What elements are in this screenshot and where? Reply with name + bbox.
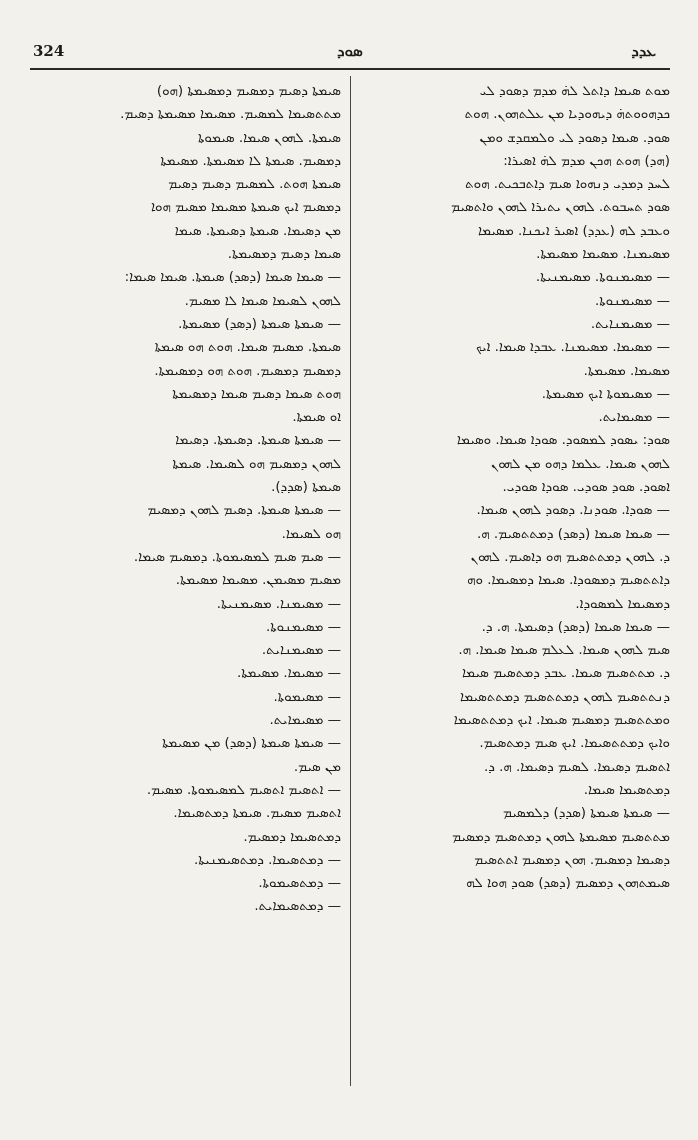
text-line: ܐܬܣܝܡ ܕܣܝܡܐ. ܠܣܝܡ ܕܣܝܡܐ. ܗ. ܕ. (484, 759, 670, 775)
text-line: — ܕܡܬܣܝܡܘܬܐ. (258, 876, 341, 892)
text-line: — ܣܝܡܬܐ ܣܝܡܬܐ. ܕܣܝܡܬܐ. ܕܣܝܡܐ (175, 433, 341, 449)
text-line: ܗܘ ܠܣܝܡܐ. (281, 526, 341, 542)
text-line: ܕܡܣܝܡܐ ܠܡܣܘܕܐ. (575, 596, 670, 612)
text-line: ܡܣܝܡ ܡܣܝܡܢ. ܡܣܝܡܐ ܡܣܝܡܬܐ. (175, 573, 341, 589)
text-line: ܣܘܕ ܬܚܒܘܬ. ܠܗܘܢ ܝܬܝܪܐ ܠܗܘܢ ܘܐܬܣܝܡ (451, 200, 670, 216)
right-text-column (365, 80, 670, 895)
text-line: — ܣܝܡ ܣܝܡ ܠܡܣܝܡܘܬܐ. ܕܡܣܝܡ ܣܝܡܐ. (133, 549, 341, 565)
text-line: ܕܢܬܬܣܝܡ ܠܗܘܢ ܕܡܬܬܣܝܡ ܕܡܬܬܣܝܡܐ (460, 689, 670, 705)
text-line: — ܕܡܬܣܝܡܐܝܬ. (254, 899, 341, 915)
text-line: ܐܣܘܕ. ܣܘܕ ܣܘܕܝ. ܣܘܕܐ ܣܘܕܝ. (502, 480, 670, 496)
text-line: ܕܐܬܬܣܝܡ ܕܡܣܘܕܐ. ܣܝܡܐ ܕܡܣܝܡܐ. ܘܗ (467, 573, 670, 589)
text-line: — ܐܬܣܝܡ ܐܬܣܝܡ ܠܡܣܝܡܘܬܐ. ܡܣܝܡ. (146, 782, 341, 798)
text-line: ܡܘܬ ܣܝܡܐ ܕܐܬܠ ܠܗ̇ ܡܕܡ ܕܣܘܕ ܠܝ (479, 84, 670, 99)
text-line: — ܡܣܝܡܢܐ. ܡܣܝܡܢܝܬܐ. (216, 596, 341, 612)
text-line: — ܣܝܡܐ ܣܝܡܐ (ܕܣܕ) ܕܣܝܡܬܐ. ܗ. ܕ. (481, 619, 670, 635)
text-line: — ܡܣܝܡܐ. ܡܣܝܡܬܐ. (237, 666, 341, 682)
text-line: — ܡܣܝܡܢܘܬܐ. (265, 619, 341, 635)
text-line: ܡܬܬܣܝܡ ܡܣܝܡܬܐ ܠܗܘܢ ܕܡܬܣܝܡ ܕܡܣܝܡ (452, 829, 670, 845)
text-line: ܠܗܘܢ ܣܝܡܐ. ܥܠܡܐ ܕܗܘ ܡܢ ܠܗܘܢ (490, 456, 670, 472)
text-line: ܡܬܬܣܝܡܐ ܠܡܣܝܡ. ܡܣܝܡܐ ܡܣܝܡܬܐ ܕܣܝܡ. (120, 107, 341, 123)
text-line: ܠܗܘܢ ܕܡܣܝܡ ܗܘ ܠܣܝܡܐ. ܣܝܡܬܐ (172, 456, 341, 472)
text-line: — ܣܝܡܐ ܣܝܡܐ (ܕܣܕ) ܕܡܬܬܣܝܡ. ܗ. (477, 526, 670, 542)
text-line: — ܡܣܝܡܢܐܝܬ. (261, 643, 341, 659)
text-line: — ܡܣܝܡܢܐܝܬ. (590, 316, 670, 332)
text-line: — ܡܣܝܡܐ. ܡܣܝܡܢܐ. ܥܒܕܐ ܣܝܡܐ. ܐܝܟ (476, 340, 670, 356)
header-rule (30, 68, 670, 70)
text-line: — ܣܝܡܬܐ ܣܝܡܬܐ (ܣܕܕ) ܕܠܡܣܝܡ (502, 806, 670, 822)
text-line: ܘܡܬܬܣܝܡ ܕܡܣܝܡ ܣܝܡܐ. ܐܝܟ ܕܡܬܬܣܝܡܐ (453, 713, 670, 729)
text-line: ܠܗܘܢ ܠܣܝܡܐ ܣܝܡܐ ܠܐ ܡܣܝܡ. (184, 293, 341, 309)
text-line: ܘܥܒܕ ܠܗ (ܥܕܕ) ܐܣܝܪ ܐܝܟܢܐ. ܡܣܝܡܐ (477, 223, 670, 239)
text-line: ܕ. ܠܗܘܢ ܕܡܬܬܣܝܡ ܗܘ ܕܐܣܝܡ. ܠܗܘܢ (470, 549, 670, 565)
text-line: — ܡܣܝܡܐܝܬ. (269, 713, 341, 729)
text-line: ܗܘܬ ܣܝܡܐ ܕܣܝܡ ܣܝܡܐ ܕܡܣܝܡܬܐ (172, 386, 341, 402)
text-line: ܕܡܣܝܡ. ܣܝܡܬܐ ܠܐ ܡܣܝܡܬܐ. ܡܣܝܡܬܐ (160, 153, 341, 169)
text-line: ܣܝܡܬܐ ܕܣܝܡ ܕܡܣܝܡ ܕܡܣܝܡܬܐ (ܗܘ) (156, 84, 341, 99)
text-line: ܣܝܡܬܗܘܢ ܕܡܣܝܡ (ܕܣܕ) ܣܘܕ ܗܘܐ ܠܗ (466, 876, 670, 892)
text-line: ܕܡܣܝܡ ܕܡܣܝܡ. ܗܘܬ ܗܘ ܕܡܣܝܡܬܐ. (154, 363, 341, 379)
text-line: ܣܝܡܐ ܕܣܝܡ ܕܡܣܝܡܬܐ. (227, 247, 341, 263)
text-line: (ܗܕ) ܗܘܬ ܗܟܢ ܡܕܡ ܠܗ̇ ܐܣܝܪܐ: (503, 153, 670, 169)
text-line: ܡܣܝܡܐ. ܡܣܝܡܬܐ. (583, 363, 670, 379)
text-line: — ܣܘܕܐ. ܣܘܕܢܐ. ܕܣܘܕ ܠܗܘܢ ܣܝܡܐ. (476, 503, 670, 519)
text-line: ܣܝܡ ܠܗܘܢ ܣܝܡܐ. ܠܥܠܡ ܣܝܡܐ ܣܝܡܐ. ܗ. (458, 643, 670, 659)
text-line: ܣܝܡܬܐ. ܡܣܝܡ ܣܝܡܐ. ܗܘܬ ܗܘ ܣܝܡܬܐ (154, 340, 341, 356)
left-text-column (36, 80, 341, 919)
text-line: — ܣܝܡܬܐ ܣܝܡܬܐ (ܕܣܕ) ܡܢ ܡܣܝܡܬܐ (162, 736, 341, 752)
running-head-right: ܥܕܕ (631, 42, 656, 60)
text-line: ܕ. ܡܬܬܣܝܡ ܣܝܡܐ. ܥܒܕ ܕܡܬܣܝܡ ܣܝܡܐ (462, 666, 670, 682)
text-line: ܐܬܣܝܡ ܡܣܝܡ. ܣܝܡܬܐ ܕܡܬܣܝܡܐ. (173, 806, 341, 822)
text-line: — ܡܣܝܡܢܘܬܐ. (594, 293, 670, 309)
text-line: — ܕܡܬܣܝܡܐ. ܕܡܬܣܝܡܢܝܬܐ. (193, 852, 341, 868)
text-line: ܐܘ ܣܝܡܬܐ. (292, 410, 341, 426)
text-line: ܣܘܕ. ܣܝܡܐ ܕܣܘܕ ܠܝ ܘܠܡܩܕܫ ܘܡܢ (479, 130, 670, 146)
text-line: ܣܝܡܬܐ ܗܘܬ. ܠܡܣܝܡ ܕܣܝܡ ܕܣܝܡ (168, 177, 341, 193)
text-line: ܕܡܬܣܝܡܐ ܣܝܡܐ. (583, 782, 670, 798)
text-line: ܡܢ ܣܝܡ. (293, 759, 341, 775)
text-line: ܡܣܝܡܢܐ. ܡܣܝܡܐ ܡܣܝܡܬܐ. (536, 247, 670, 263)
text-line: ܟܕܗܘܘܬܗ̇ ܕܝܗܘܕܝܐ ܡܢ ܥܠܬܗܘܢ. ܗܘܬ (464, 107, 670, 123)
text-line: — ܡܣܝܡܘܬܐ ܐܝܟ ܡܣܝܡܬܐ. (541, 386, 670, 402)
running-head-center: ܣܘܕ (337, 42, 363, 60)
text-line: ܣܝܡܬܐ (ܣܕܕ). (271, 480, 341, 496)
text-line: ܡܢ ܕܣܝܡܐ. ܣܝܡܬܐ ܕܣܝܡܬܐ. ܣܝܡܐ (174, 223, 341, 239)
text-line: ܕܡܣܝܡ ܐܝܟ ܣܝܡܬܐ ܡܣܝܡܐ ܡܣܝܡ ܗܘܐ (151, 200, 341, 216)
text-line: — ܡܣܝܡܘܬܐ. (273, 689, 341, 705)
text-line: ܕܣܝܡܐ ܕܡܣܝܡ. ܗܘܢ ܕܡܣܝܡ ܐܬܬܣܝܡ (474, 852, 670, 868)
text-line: — ܡܣܝܡܐܝܬ. (598, 410, 670, 426)
text-line: — ܣܝܡܐ ܣܝܡܐ (ܕܣܕ) ܣܝܡܬܐ. ܣܝܡܐ ܣܝܡܐ: (124, 270, 341, 286)
text-line: — ܣܝܡܬܐ ܣܝܡܬܐ. ܕܣܝܡ ܠܗܘܢ ܕܡܣܝܡ (147, 503, 341, 519)
text-line: — ܡܣܝܡܢܘܬܐ. ܡܣܝܡܢܝܬܐ. (535, 270, 670, 286)
page-number: 324 (33, 42, 65, 60)
column-divider (350, 76, 351, 1086)
text-line: — ܣܝܡܬܐ ܣܝܡܬܐ (ܕܣܕ) ܡܣܝܡܬܐ. (178, 316, 341, 332)
text-line: ܘܐܝܟ ܕܡܬܬܣܝܡܐ. ܐܝܟ ܣܝܡ ܕܡܬܣܝܡ. (479, 736, 670, 752)
text-line: ܠܚܕ ܕܡܕܝ ܕܢܗܘܐ ܣܝܡ ܕܐܬܒܟܝܬ. ܗܘܬ (465, 177, 670, 193)
text-line: ܣܘܕ: ܝܣܘܕ ܠܡܣܘܕ. ܣܘܕܐ ܣܝܡܐ. ܘܣܝܡܐ (456, 433, 670, 449)
text-line: ܕܡܬܣܝܡܐ ܕܡܣܝܡ. (243, 829, 341, 845)
text-line: ܣܝܡܬܐ. ܠܗܘܢ ܣܝܡܐ. ܣܝܡܘܬܐ (197, 130, 341, 146)
